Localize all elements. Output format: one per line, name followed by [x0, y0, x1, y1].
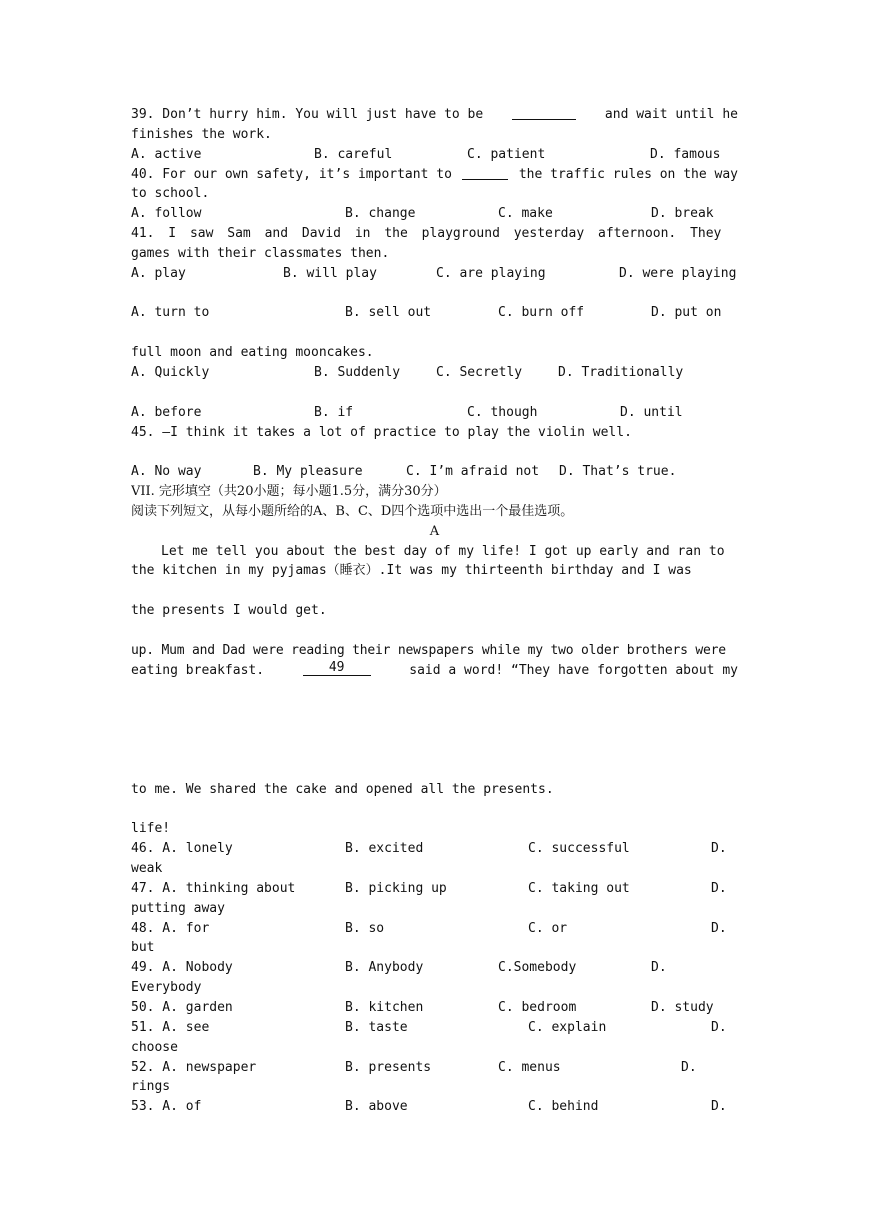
option-d: D. study [651, 999, 714, 1015]
option-b: B. sell out [345, 305, 432, 321]
option-c: C. make [498, 206, 553, 222]
question-44-options [131, 403, 738, 423]
option-d: D. [711, 920, 727, 936]
option-c: C. patient [467, 146, 546, 162]
question-39-line-1 [131, 105, 738, 125]
option-d: D. were playing [619, 265, 737, 281]
question-41-line-2: games with their classmates then. [131, 245, 390, 261]
option-d: D. [711, 1099, 727, 1115]
question-43-options [131, 363, 738, 383]
option-c: C. successful [528, 841, 630, 857]
option-a: A. play [131, 265, 186, 281]
option-a: A. follow [131, 206, 202, 222]
option-d: D. put on [651, 305, 722, 321]
option-d: D. [711, 1019, 727, 1035]
passage-label: A [429, 523, 440, 539]
option-a: 53. A. of [131, 1099, 202, 1115]
answer-blank [462, 165, 508, 180]
option-b: B. above [345, 1099, 408, 1115]
question-text: 40. For our own safety, it’s important to [131, 166, 452, 182]
question-42-line-1 [131, 284, 738, 304]
option-b: B. if [314, 404, 354, 420]
option-c: C. behind [528, 1099, 599, 1115]
option-b: B. will play [283, 265, 377, 281]
passage-line: life! [131, 821, 171, 837]
option-a: 49. A. Nobody [131, 960, 233, 976]
option-c: C. menus [498, 1059, 561, 1075]
option-a: A. active [131, 146, 202, 162]
option-c: C. or [528, 920, 568, 936]
option-c: C. bedroom [498, 999, 577, 1015]
choice-wrap-47: putting away [131, 900, 225, 916]
passage-line: the presents I would get. [131, 603, 327, 619]
choice-row-49 [131, 958, 738, 978]
question-45-line-2 [131, 442, 738, 462]
question-45-options [131, 462, 738, 482]
option-a: 46. A. lonely [131, 841, 233, 857]
question-41-options [131, 264, 738, 284]
exam-content [131, 105, 738, 1117]
choice-wrap-52: rings [131, 1079, 171, 1095]
option-d: D. [711, 841, 727, 857]
passage-line: the kitchen in my pyjamas（睡衣）.It was my thirteenth birthday and I was [131, 563, 692, 579]
choice-wrap-48: but [131, 940, 155, 956]
choice-row-52 [131, 1058, 738, 1078]
question-42-options [131, 303, 738, 323]
option-d: D. [711, 880, 727, 896]
option-c: C. taking out [528, 880, 630, 896]
option-b: B. taste [345, 1019, 408, 1035]
choice-wrap-51: choose [131, 1039, 178, 1055]
choice-row-47 [131, 879, 738, 899]
option-b: B. Suddenly [314, 364, 401, 380]
question-43-line-2: full moon and eating mooncakes. [131, 345, 374, 361]
question-41-line-1: 41. I saw Sam and David in the playground yesterday afternoon. They [131, 226, 722, 242]
section-heading: VII. 完形填空（共20小题；每小题1.5分，满分30分） [131, 484, 447, 500]
option-a: 50. A. garden [131, 999, 233, 1015]
option-b: B. excited [345, 841, 424, 857]
option-a: 52. A. newspaper [131, 1059, 257, 1075]
question-43-line-1 [131, 323, 738, 343]
option-b: B. careful [314, 146, 393, 162]
option-d: D. Traditionally [558, 364, 684, 380]
option-d: D. until [620, 404, 683, 420]
option-b: B. kitchen [345, 999, 424, 1015]
option-b: B. presents [345, 1059, 432, 1075]
blank-49: 49 [303, 661, 371, 676]
option-d: D. That’s true. [559, 464, 677, 480]
question-39-options [131, 145, 738, 165]
question-text: and wait until he [604, 107, 738, 122]
option-d: D. famous [650, 146, 721, 162]
passage-line [131, 680, 738, 700]
choice-row-51 [131, 1018, 738, 1038]
option-d: D. [681, 1059, 697, 1075]
option-a: A. Quickly [131, 364, 210, 380]
option-a: A. before [131, 404, 202, 420]
question-text: the traffic rules on the way [518, 166, 738, 182]
option-c: C. I’m afraid not [406, 464, 540, 480]
option-b: B. so [345, 920, 385, 936]
passage-line: Let me tell you about the best day of my life! I got up early and ran to [161, 543, 725, 559]
section-instruction: 阅读下列短文，从每小题所给的A、B、C、D四个选项中选出一个最佳选项。 [131, 503, 574, 519]
passage-line [131, 800, 738, 820]
option-c: C. though [467, 404, 538, 420]
passage-line [131, 661, 738, 681]
option-a: 47. A. thinking about [131, 880, 296, 896]
option-a: A. turn to [131, 305, 210, 321]
question-40-line-1 [131, 165, 738, 185]
question-44-line-1 [131, 383, 738, 403]
passage-line: to me. We shared the cake and opened all the presents. [131, 781, 554, 797]
question-40-line-2: to school. [131, 186, 210, 202]
option-c: C. are playing [436, 265, 546, 281]
choice-row-53 [131, 1097, 738, 1117]
option-b: B. picking up [345, 880, 447, 896]
question-45-line-1: 45. —I think it takes a lot of practice to play the violin well. [131, 424, 632, 440]
option-c: C. Secretly [436, 364, 523, 380]
option-c: C.Somebody [498, 960, 577, 976]
question-text: 39. Don’t hurry him. You will just have to be [131, 107, 484, 122]
question-39-line-2: finishes the work. [131, 126, 272, 142]
option-c: C. burn off [498, 305, 585, 321]
passage-text: eating breakfast. [131, 662, 265, 678]
option-a: 48. A. for [131, 920, 210, 936]
choice-row-50 [131, 998, 738, 1018]
choice-wrap-49: Everybody [131, 980, 202, 996]
passage-text: said a word! “They have forgotten about my [409, 662, 738, 678]
option-b: B. change [345, 206, 416, 222]
option-a: 51. A. see [131, 1019, 210, 1035]
passage-line [131, 700, 738, 720]
passage-line [131, 760, 738, 780]
passage-line [131, 621, 738, 641]
passage-line: up. Mum and Dad were reading their newspapers while my two older brothers were [131, 642, 726, 658]
choice-row-48 [131, 919, 738, 939]
option-d: D. [651, 960, 667, 976]
option-c: C. explain [528, 1019, 607, 1035]
option-a: A. No way [131, 464, 202, 480]
passage-line [131, 581, 738, 601]
passage-line [131, 740, 738, 760]
option-b: B. Anybody [345, 960, 424, 976]
option-b: B. My pleasure [253, 464, 363, 480]
choice-wrap-46: weak [131, 861, 163, 877]
option-d: D. break [651, 206, 714, 222]
passage-line [131, 720, 738, 740]
question-40-options [131, 204, 738, 224]
answer-blank [512, 105, 576, 120]
choice-row-46 [131, 839, 738, 859]
